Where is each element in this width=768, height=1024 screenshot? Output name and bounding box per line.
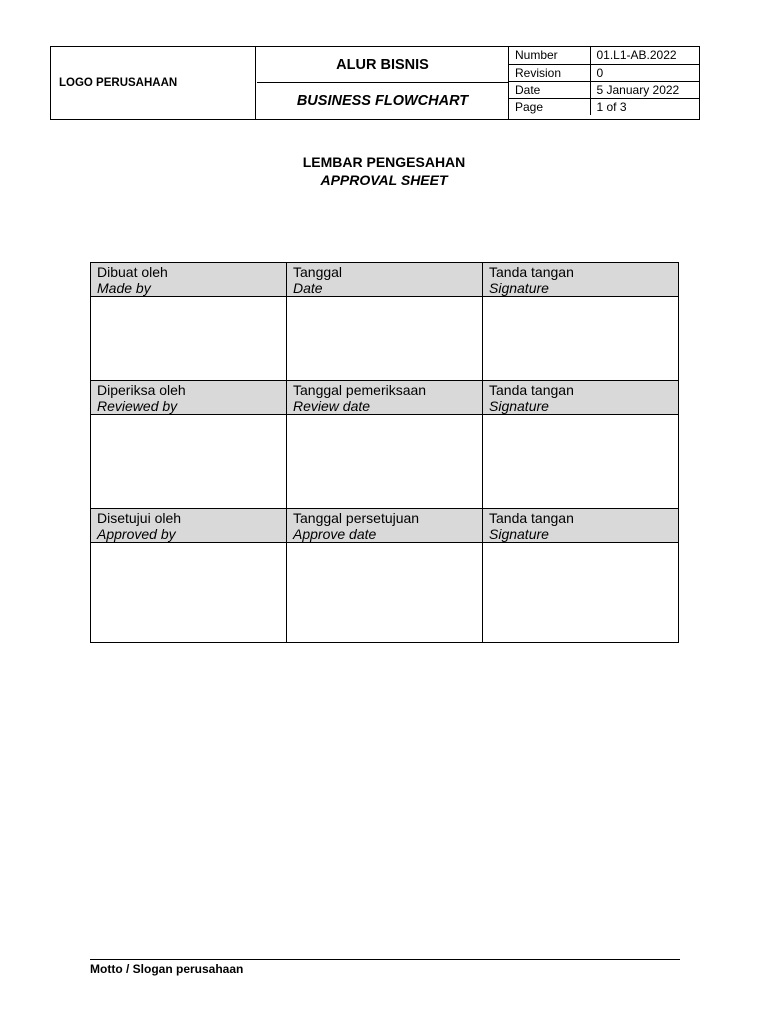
label-id: Tanda tangan bbox=[489, 510, 574, 526]
meta-label: Number bbox=[509, 47, 590, 64]
meta-label: Revision bbox=[509, 64, 590, 81]
review-signature-field[interactable] bbox=[483, 415, 679, 509]
label-id: Tanggal persetujuan bbox=[293, 510, 420, 526]
label-id: Tanda tangan bbox=[489, 264, 574, 280]
page-title bbox=[0, 154, 768, 188]
label-en: Date bbox=[293, 280, 323, 296]
label-id: Disetujui oleh bbox=[97, 510, 182, 526]
company-logo-placeholder: LOGO PERUSAHAAN bbox=[51, 47, 256, 119]
label-en: Review date bbox=[293, 398, 371, 414]
made-signature-field[interactable] bbox=[483, 297, 679, 381]
label-en: Signature bbox=[489, 398, 549, 414]
approval-header-cell bbox=[287, 263, 483, 297]
meta-label: Page bbox=[509, 98, 590, 115]
meta-value: 1 of 3 bbox=[590, 98, 699, 115]
doc-title-id: ALUR BISNIS bbox=[257, 47, 509, 83]
label-en: Made by bbox=[97, 280, 151, 296]
approval-header-cell bbox=[287, 509, 483, 543]
doc-meta-table bbox=[509, 47, 699, 115]
label-id: Diperiksa oleh bbox=[97, 382, 186, 398]
meta-value: 0 bbox=[590, 64, 699, 81]
meta-row-date bbox=[509, 81, 699, 98]
document-header bbox=[50, 46, 700, 120]
approval-header-cell bbox=[91, 263, 287, 297]
made-date-field[interactable] bbox=[287, 297, 483, 381]
label-en: Approved by bbox=[97, 526, 176, 542]
meta-label: Date bbox=[509, 81, 590, 98]
approved-by-field[interactable] bbox=[91, 543, 287, 643]
approval-entry-row-reviewed bbox=[91, 415, 679, 509]
doc-title-en: BUSINESS FLOWCHART bbox=[257, 83, 509, 119]
approval-table bbox=[90, 262, 679, 643]
made-by-field[interactable] bbox=[91, 297, 287, 381]
review-date-field[interactable] bbox=[287, 415, 483, 509]
approval-header-cell bbox=[287, 381, 483, 415]
meta-row-page bbox=[509, 98, 699, 115]
approval-header-cell bbox=[483, 381, 679, 415]
meta-row-revision bbox=[509, 64, 699, 81]
approval-header-cell bbox=[483, 263, 679, 297]
label-en: Signature bbox=[489, 526, 549, 542]
approval-header-cell bbox=[91, 509, 287, 543]
label-id: Tanggal pemeriksaan bbox=[293, 382, 427, 398]
approval-entry-row-made bbox=[91, 297, 679, 381]
footer-divider bbox=[90, 959, 680, 960]
page-title-id: LEMBAR PENGESAHAN bbox=[302, 154, 466, 170]
footer-motto: Motto / Slogan perusahaan bbox=[90, 962, 244, 976]
meta-value: 01.L1-AB.2022 bbox=[590, 47, 699, 64]
approve-date-field[interactable] bbox=[287, 543, 483, 643]
label-id: Dibuat oleh bbox=[97, 264, 168, 280]
page-title-en: APPROVAL SHEET bbox=[320, 172, 448, 188]
meta-value: 5 January 2022 bbox=[590, 81, 699, 98]
approval-header-row-reviewed bbox=[91, 381, 679, 415]
label-id: Tanda tangan bbox=[489, 382, 574, 398]
approval-header-row-made bbox=[91, 263, 679, 297]
meta-row-number bbox=[509, 47, 699, 64]
label-en: Reviewed by bbox=[97, 398, 178, 414]
approval-header-cell bbox=[483, 509, 679, 543]
approval-entry-row-approved bbox=[91, 543, 679, 643]
approval-header-cell bbox=[91, 381, 287, 415]
approval-header-row-approved bbox=[91, 509, 679, 543]
label-en: Signature bbox=[489, 280, 549, 296]
reviewed-by-field[interactable] bbox=[91, 415, 287, 509]
approve-signature-field[interactable] bbox=[483, 543, 679, 643]
label-id: Tanggal bbox=[293, 264, 343, 280]
label-en: Approve date bbox=[293, 526, 377, 542]
